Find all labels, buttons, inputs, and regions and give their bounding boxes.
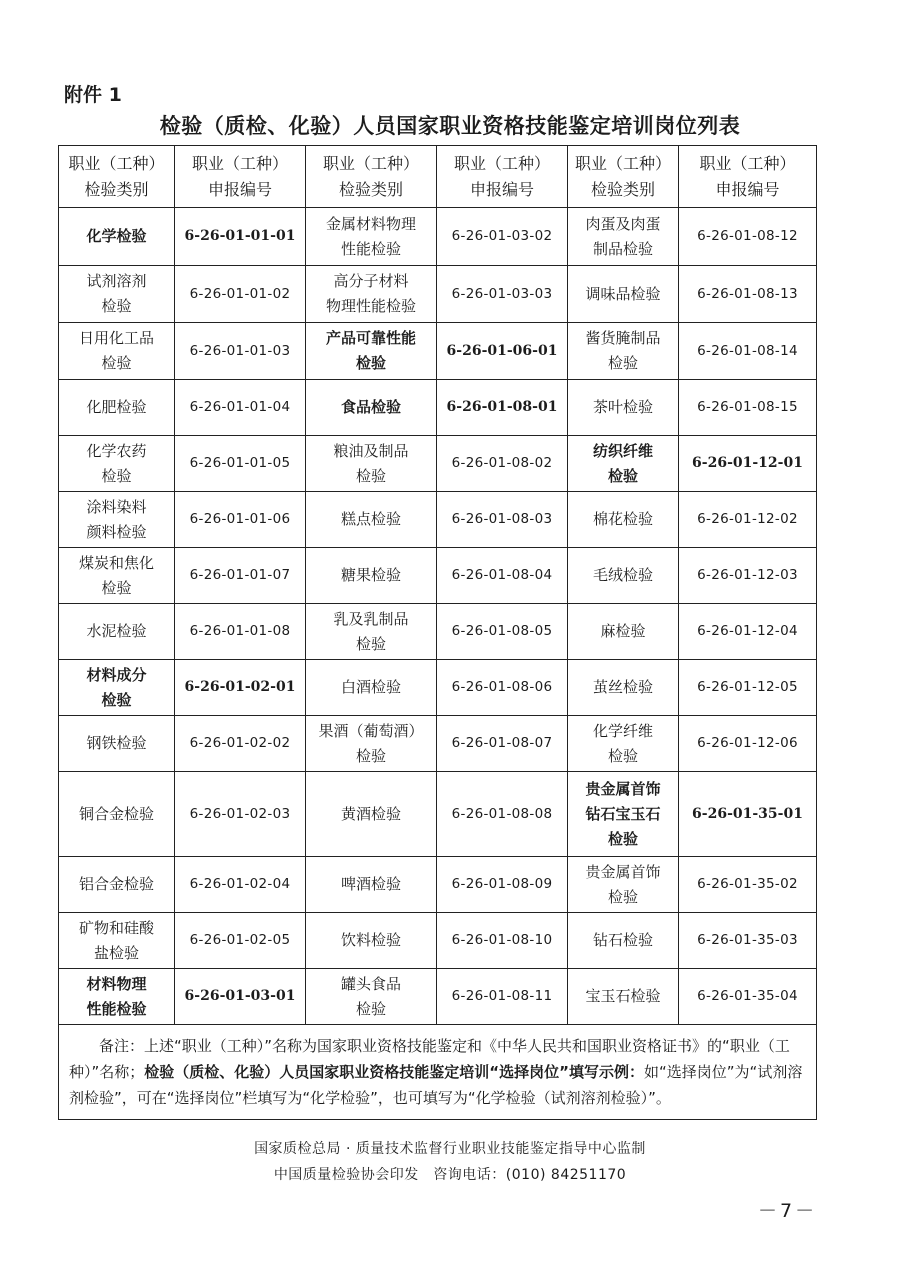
- category-cell: [306, 208, 437, 266]
- category-line: 毛绒检验: [592, 566, 653, 584]
- header-line: 职业（工种）: [574, 153, 671, 173]
- category-cell: [306, 492, 437, 548]
- category-line: 茶叶检验: [592, 398, 653, 416]
- header-line: 检验类别: [590, 179, 655, 199]
- category-line: 钻石检验: [592, 931, 653, 949]
- table-row: [59, 604, 817, 660]
- category-line: 茧丝检验: [592, 678, 653, 696]
- category-cell: [59, 913, 175, 969]
- category-line: 化学检验: [86, 227, 147, 245]
- category-cell: [306, 323, 437, 380]
- code-cell: 6-26-01-01-08: [175, 604, 306, 660]
- category-cell: [568, 969, 679, 1025]
- code-cell: 6-26-01-35-01: [679, 772, 817, 857]
- category-line: 检验: [607, 354, 638, 372]
- header-cell: [679, 146, 817, 208]
- header-line: 申报编号: [469, 179, 534, 199]
- code-cell: 6-26-01-08-03: [437, 492, 568, 548]
- table-row: [59, 208, 817, 266]
- code-cell: 6-26-01-35-03: [679, 913, 817, 969]
- page-number: －7－: [758, 1200, 818, 1222]
- header-line: 检验类别: [338, 179, 403, 199]
- code-cell: 6-26-01-12-01: [679, 436, 817, 492]
- table-row: [59, 660, 817, 716]
- category-line: 贵金属首饰: [585, 862, 661, 881]
- category-line: 果酒（葡萄酒）: [318, 721, 424, 740]
- category-line: 煤炭和焦化: [78, 553, 154, 572]
- category-cell: [306, 266, 437, 323]
- header-line: 职业（工种）: [453, 153, 550, 173]
- category-cell: [568, 857, 679, 913]
- category-line: 粮油及制品: [333, 441, 409, 460]
- table-row: [59, 716, 817, 772]
- category-line: 检验: [355, 354, 386, 372]
- category-cell: [59, 548, 175, 604]
- table-row: [59, 323, 817, 380]
- attachment-label: 附件 1: [64, 84, 122, 106]
- category-line: 罐头食品: [340, 974, 401, 993]
- category-line: 钻石宝玉石: [585, 804, 661, 823]
- code-cell: 6-26-01-03-01: [175, 969, 306, 1025]
- code-cell: 6-26-01-12-04: [679, 604, 817, 660]
- table-row: [59, 436, 817, 492]
- code-cell: 6-26-01-12-03: [679, 548, 817, 604]
- header-line: 职业（工种）: [68, 153, 165, 173]
- category-line: 检验: [101, 297, 132, 315]
- category-line: 化学农药: [86, 441, 147, 460]
- code-cell: 6-26-01-02-04: [175, 857, 306, 913]
- category-cell: [568, 660, 679, 716]
- category-line: 材料成分: [86, 665, 147, 684]
- category-line: 棉花检验: [592, 510, 653, 528]
- category-cell: [568, 548, 679, 604]
- table-row: [59, 857, 817, 913]
- category-line: 检验: [607, 466, 638, 485]
- category-line: 性能检验: [340, 239, 401, 258]
- table-row: [59, 913, 817, 969]
- category-line: 检验: [101, 354, 132, 372]
- category-line: 检验: [607, 829, 638, 848]
- table-row: [59, 548, 817, 604]
- publisher-line: 中国质量检验协会印发 咨询电话：(010) 84251170: [273, 1167, 627, 1183]
- category-cell: [59, 857, 175, 913]
- category-line: 检验: [101, 690, 132, 709]
- category-cell: [59, 969, 175, 1025]
- category-cell: [306, 660, 437, 716]
- header-line: 职业（工种）: [699, 153, 796, 173]
- category-line: 贵金属首饰: [585, 779, 661, 798]
- category-cell: [568, 716, 679, 772]
- remarks-note: [59, 1025, 817, 1120]
- code-cell: 6-26-01-01-06: [175, 492, 306, 548]
- category-cell: [306, 436, 437, 492]
- code-cell: 6-26-01-08-06: [437, 660, 568, 716]
- category-line: 化学纤维: [592, 721, 653, 740]
- category-line: 盐检验: [93, 943, 139, 962]
- category-cell: [306, 548, 437, 604]
- code-cell: 6-26-01-08-13: [679, 266, 817, 323]
- code-cell: 6-26-01-35-02: [679, 857, 817, 913]
- header-line: 申报编号: [207, 179, 272, 199]
- header-cell: [59, 146, 175, 208]
- supervisor-line: 国家质检总局 · 质量技术监督行业职业技能鉴定指导中心监制: [254, 1141, 646, 1157]
- category-line: 检验: [355, 999, 386, 1018]
- category-line: 检验: [607, 746, 638, 765]
- code-cell: 6-26-01-12-05: [679, 660, 817, 716]
- code-cell: 6-26-01-08-15: [679, 380, 817, 436]
- positions-table: [58, 145, 817, 1120]
- page-title: 检验（质检、化验）人员国家职业资格技能鉴定培训岗位列表: [159, 114, 741, 138]
- category-line: 物理性能检验: [325, 297, 416, 315]
- category-line: 材料物理: [86, 974, 147, 993]
- category-cell: [568, 323, 679, 380]
- table-header-row: [59, 146, 817, 208]
- category-line: 水泥检验: [86, 622, 147, 640]
- category-line: 乳及乳制品: [333, 609, 409, 628]
- code-cell: 6-26-01-08-12: [679, 208, 817, 266]
- category-line: 检验: [101, 466, 132, 485]
- category-cell: [306, 772, 437, 857]
- category-line: 性能检验: [86, 999, 147, 1018]
- header-cell: [568, 146, 679, 208]
- category-line: 检验: [355, 634, 386, 653]
- table-row: [59, 266, 817, 323]
- code-cell: 6-26-01-08-05: [437, 604, 568, 660]
- category-line: 颜料检验: [86, 522, 147, 541]
- code-cell: 6-26-01-08-08: [437, 772, 568, 857]
- category-line: 饮料检验: [340, 931, 401, 949]
- category-cell: [306, 716, 437, 772]
- category-line: 日用化工品: [78, 329, 154, 347]
- header-line: 检验类别: [84, 179, 149, 199]
- category-cell: [59, 604, 175, 660]
- category-line: 糖果检验: [340, 566, 401, 584]
- category-line: 麻检验: [600, 622, 646, 640]
- code-cell: 6-26-01-01-05: [175, 436, 306, 492]
- category-cell: [568, 913, 679, 969]
- category-line: 黄酒检验: [340, 804, 401, 823]
- category-cell: [59, 772, 175, 857]
- table-row: [59, 492, 817, 548]
- code-cell: 6-26-01-01-04: [175, 380, 306, 436]
- category-line: 金属材料物理: [325, 214, 416, 233]
- code-cell: 6-26-01-08-10: [437, 913, 568, 969]
- code-cell: 6-26-01-08-14: [679, 323, 817, 380]
- code-cell: 6-26-01-02-02: [175, 716, 306, 772]
- code-cell: 6-26-01-01-02: [175, 266, 306, 323]
- header-line: 职业（工种）: [191, 153, 288, 173]
- category-cell: [568, 380, 679, 436]
- header-cell: [437, 146, 568, 208]
- category-line: 钢铁检验: [86, 734, 147, 752]
- category-line: 化肥检验: [86, 398, 147, 416]
- category-cell: [59, 660, 175, 716]
- category-line: 食品检验: [340, 398, 401, 416]
- category-line: 调味品检验: [585, 284, 661, 303]
- code-cell: 6-26-01-08-04: [437, 548, 568, 604]
- category-cell: [568, 436, 679, 492]
- code-cell: 6-26-01-03-02: [437, 208, 568, 266]
- code-cell: 6-26-01-06-01: [437, 323, 568, 380]
- code-cell: 6-26-01-03-03: [437, 266, 568, 323]
- category-line: 矿物和硅酸: [78, 918, 154, 937]
- category-line: 产品可靠性能: [325, 329, 416, 347]
- category-line: 高分子材料: [333, 272, 409, 290]
- code-cell: 6-26-01-08-07: [437, 716, 568, 772]
- header-line: 职业（工种）: [322, 153, 419, 173]
- table-row: [59, 969, 817, 1025]
- category-line: 宝玉石检验: [585, 987, 661, 1005]
- table-row: [59, 380, 817, 436]
- code-cell: 6-26-01-02-03: [175, 772, 306, 857]
- category-cell: [59, 323, 175, 380]
- header-cell: [175, 146, 306, 208]
- code-cell: 6-26-01-35-04: [679, 969, 817, 1025]
- category-line: 糕点检验: [340, 510, 401, 528]
- category-line: 涂料染料: [86, 497, 147, 516]
- category-cell: [568, 266, 679, 323]
- category-line: 肉蛋及肉蛋: [585, 214, 661, 233]
- category-cell: [568, 492, 679, 548]
- category-line: 制品检验: [592, 239, 653, 258]
- code-cell: 6-26-01-02-05: [175, 913, 306, 969]
- category-line: 检验: [607, 887, 638, 906]
- table-body: [59, 208, 817, 1025]
- category-line: 纺织纤维: [592, 441, 653, 460]
- code-cell: 6-26-01-01-03: [175, 323, 306, 380]
- category-cell: [306, 969, 437, 1025]
- category-cell: [568, 604, 679, 660]
- code-cell: 6-26-01-12-06: [679, 716, 817, 772]
- category-cell: [306, 857, 437, 913]
- table-row: [59, 772, 817, 857]
- category-line: 检验: [355, 746, 386, 765]
- header-cell: [306, 146, 437, 208]
- category-cell: [568, 208, 679, 266]
- category-cell: [59, 492, 175, 548]
- category-line: 酱货腌制品: [585, 329, 661, 347]
- category-line: 检验: [101, 578, 132, 597]
- category-cell: [568, 772, 679, 857]
- category-line: 啤酒检验: [340, 875, 401, 893]
- header-line: 申报编号: [715, 179, 780, 199]
- category-line: 铝合金检验: [78, 875, 154, 893]
- code-cell: 6-26-01-08-01: [437, 380, 568, 436]
- note-text-3: 如“选择岗位”为“试剂溶剂检验”，可在“选择岗位”栏填写为“化学检验”，也可填写为“化学检验（试剂溶剂检验）”。: [69, 1063, 803, 1107]
- category-line: 铜合金检验: [78, 804, 154, 823]
- code-cell: 6-26-01-12-02: [679, 492, 817, 548]
- category-cell: [306, 604, 437, 660]
- code-cell: 6-26-01-08-09: [437, 857, 568, 913]
- category-cell: [59, 436, 175, 492]
- code-cell: 6-26-01-02-01: [175, 660, 306, 716]
- category-cell: [59, 716, 175, 772]
- category-cell: [59, 266, 175, 323]
- category-cell: [306, 913, 437, 969]
- category-line: 检验: [355, 466, 386, 485]
- category-line: 试剂溶剂: [86, 272, 147, 290]
- category-cell: [306, 380, 437, 436]
- category-line: 白酒检验: [340, 678, 401, 696]
- code-cell: 6-26-01-01-01: [175, 208, 306, 266]
- code-cell: 6-26-01-08-02: [437, 436, 568, 492]
- code-cell: 6-26-01-08-11: [437, 969, 568, 1025]
- note-text-2: 检验（质检、化验）人员国家职业资格技能鉴定培训“选择岗位”填写示例：: [144, 1063, 645, 1081]
- category-cell: [59, 208, 175, 266]
- code-cell: 6-26-01-01-07: [175, 548, 306, 604]
- note-text-1: 备注：上述“职业（工种）”名称为国家职业资格技能鉴定和《中华人民共和国职业资格证书》的“职业（工种）”名称；: [69, 1037, 790, 1081]
- category-cell: [59, 380, 175, 436]
